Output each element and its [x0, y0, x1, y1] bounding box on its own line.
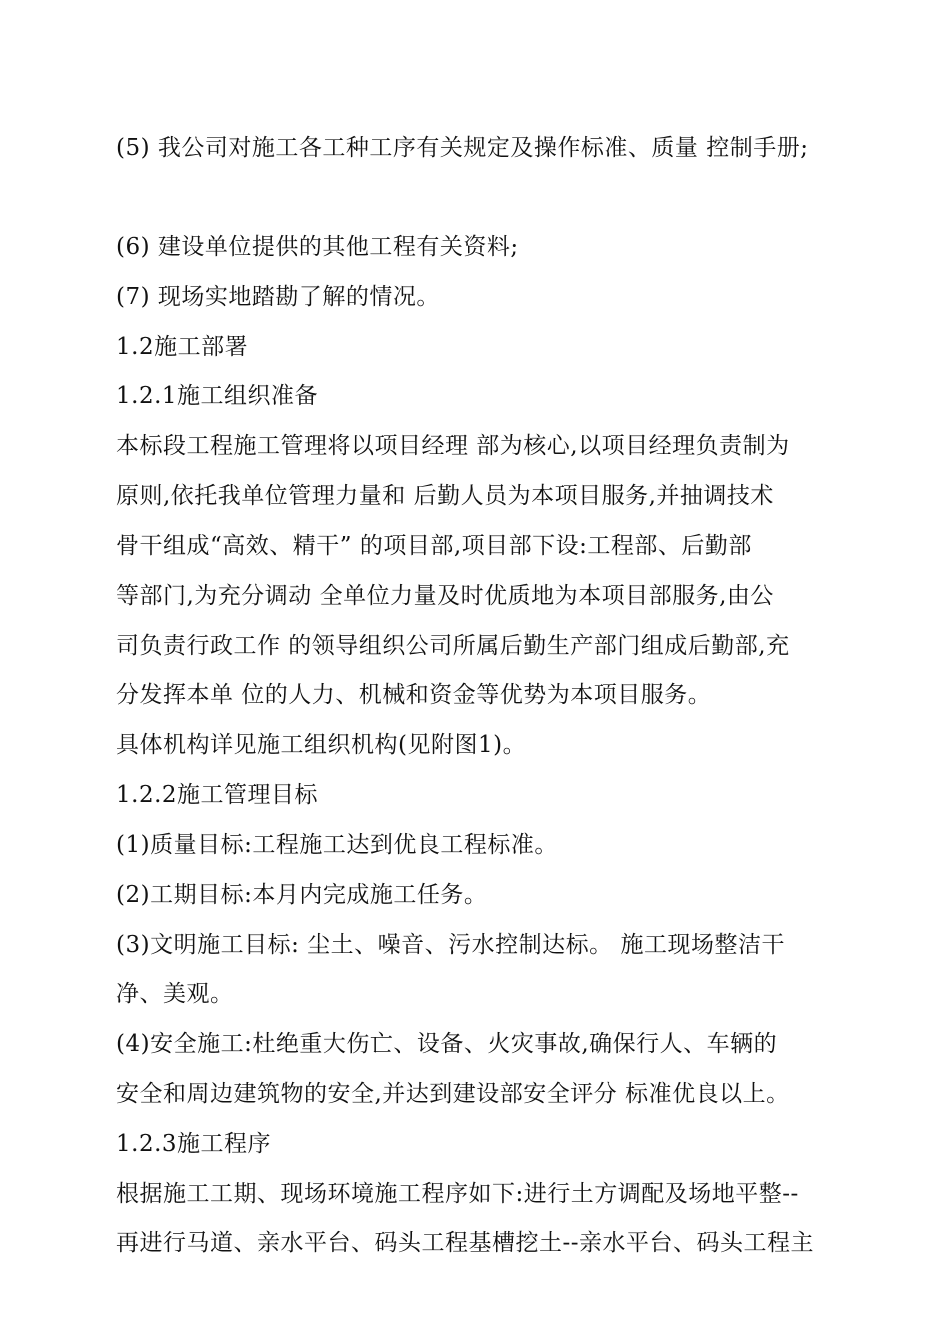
list-item-goal-3: (3)文明施工目标: 尘土、噪音、污水控制达标。 施工现场整洁干: [116, 932, 785, 958]
list-item-goal-4: (4)安全施工:杜绝重大伤亡、设备、火灾事故,确保行人、车辆的: [116, 1031, 778, 1057]
section-heading-1-2: 1.2施工部署: [116, 334, 249, 360]
paragraph-line: 等部门,为充分调动 全单位力量及时优质地为本项目部服务,由公: [116, 583, 774, 609]
list-item-goal-3-cont: 净、美观。: [116, 981, 234, 1007]
list-item-basis-7: (7) 现场实地踏勘了解的情况。: [116, 284, 440, 310]
list-item-basis-5: (5) 我公司对施工各工种工序有关规定及操作标准、质量 控制手册;: [116, 135, 809, 161]
paragraph-line: 本标段工程施工管理将以项目经理 部为核心,以项目经理负责制为: [116, 433, 790, 459]
paragraph-line: 原则,依托我单位管理力量和 后勤人员为本项目服务,并抽调技术: [116, 483, 774, 509]
paragraph-line: 分发挥本单 位的人力、机械和资金等优势为本项目服务。: [116, 682, 712, 708]
subsection-heading-1-2-1: 1.2.1施工组织准备: [116, 383, 319, 409]
subsection-heading-1-2-2: 1.2.2施工管理目标: [116, 782, 319, 808]
list-item-basis-6: (6) 建设单位提供的其他工程有关资料;: [116, 234, 519, 260]
list-item-goal-4-cont: 安全和周边建筑物的安全,并达到建设部安全评分 标准优良以上。: [116, 1081, 790, 1107]
paragraph-line: 再进行马道、亲水平台、码头工程基槽挖土--亲水平台、码头工程主: [116, 1230, 815, 1256]
list-item-goal-1: (1)质量目标:工程施工达到优良工程标准。: [116, 832, 558, 858]
paragraph-line: 具体机构详见施工组织机构(见附图1)。: [116, 732, 527, 758]
list-item-goal-2: (2)工期目标:本月内完成施工任务。: [116, 882, 488, 908]
paragraph-line: 骨干组成“高效、精干” 的项目部,项目部下设:工程部、后勤部: [116, 533, 752, 559]
paragraph-line: 司负责行政工作 的领导组织公司所属后勤生产部门组成后勤部,充: [116, 633, 790, 659]
paragraph-line: 根据施工工期、现场环境施工程序如下:进行土方调配及场地平整--: [116, 1181, 799, 1207]
subsection-heading-1-2-3: 1.2.3施工程序: [116, 1131, 272, 1157]
